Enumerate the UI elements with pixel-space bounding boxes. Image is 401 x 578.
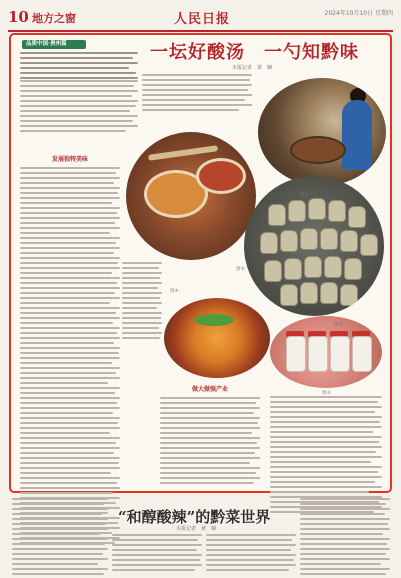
photo-woman-cooking: [258, 78, 386, 186]
subhead: 做大做强产业: [191, 386, 228, 393]
text-line: [20, 77, 138, 79]
page-header: [8, 8, 393, 30]
text-line: [20, 52, 138, 54]
pot-shape: [290, 136, 346, 164]
person-shape: [342, 100, 372, 170]
text-line: [20, 57, 133, 59]
lower-column-2: [112, 534, 202, 574]
photo-bottled-products: [270, 316, 382, 388]
photo-caption: 图②：: [236, 267, 250, 272]
spoon-shape: [148, 145, 218, 161]
photo-caption: 图⑤：: [322, 391, 336, 396]
section-title: 地方之窗: [32, 12, 76, 25]
lower-article-byline: 本报记者 黄 娴: [176, 526, 217, 532]
brand-badge: 品质中国·贵州篇: [22, 40, 86, 49]
text-line: [20, 62, 138, 64]
text-line: [20, 72, 136, 74]
date-line: 2024年10月10日 星期四: [324, 10, 393, 17]
body-column-2: [122, 262, 162, 342]
photo-caption: 图③：: [334, 323, 348, 328]
lower-article-headline: “和醇酸辣”的黔菜世界: [118, 508, 271, 526]
lower-column-3: [206, 534, 296, 574]
photo-caption: 图①：: [300, 193, 314, 198]
intro-paragraph-2: [142, 74, 252, 114]
bowl-shape: [196, 158, 246, 194]
header-rule: [8, 30, 393, 32]
intro-paragraph: [20, 80, 138, 135]
body-column-3: [160, 380, 260, 487]
lower-column-1: [12, 498, 108, 578]
masthead-logo: 人民日报: [174, 12, 231, 27]
feature-byline: 本报记者 黄 娴: [232, 65, 273, 71]
subhead: 发展独特美味: [51, 156, 88, 163]
herb-garnish-shape: [194, 314, 234, 326]
body-column-1: [20, 150, 120, 547]
photo-hotpot: [164, 298, 270, 378]
text-line: [20, 67, 129, 69]
page-number: 10: [8, 8, 29, 26]
feature-headline: 一坛好酸汤 一勺知黔味: [150, 42, 359, 63]
photo-caption: 图④：: [170, 289, 184, 294]
lower-column-4: [300, 498, 390, 578]
photo-sour-soup-bowls: [126, 132, 256, 260]
lead-paragraph: [20, 52, 138, 82]
photo-fermentation-jars: [244, 176, 384, 316]
